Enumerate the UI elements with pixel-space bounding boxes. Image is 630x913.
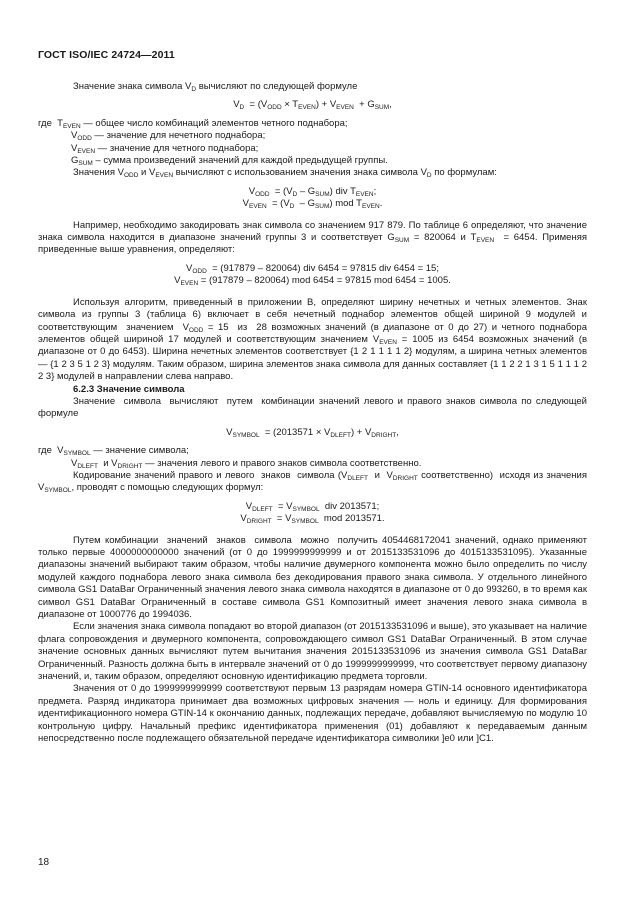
section-heading: 6.2.3 Значение символа	[73, 383, 185, 395]
paragraph: Если значения знака символа попадают во второй диапазон (от 2015133531096 и выше), это указывает на наличие флага сопровождения и двумерного компонента, сопровождающего символ GS1 DataBar Ограниченный. В этом случае значение основных данных вычисляют путем вычитания значения 2015133531096 из значения символа GS1 DataBar Ограниченный. Разность должна быть в интервале значений от 0 до 1999999999999, что соответствует первому диапазону значений, и, таким образом, определяют основную идентификацию предмета торговли.	[38, 621, 587, 683]
paragraph: Кодирование значений правого и левого знаков символа ($V_{DLEFT}$ и $V_{DRIGHT}$ соответственно) исходя из значения $V_{SYMBOL}$, проводят с помощью следующих формул:	[38, 469, 588, 495]
formula: $V_{DLEFT} = V_{SYMBOL}$ div 2013571;	[245, 500, 380, 513]
paragraph: Путем комбинации значений знаков символа можно получить 4054468172041 значений, однако применяют только первые 4000000000000 значений (от 0 до 1999999999999 и от 2015133531096 до 4015133531095). Указанные диапазоны значений выбирают таким образом, чтобы наличие двумерного компонента можно было определить по числу модулей каждого поднабора левого знака символа без декодирования правого знака символа. У отдельного линейного символа GS1 DataBar Ограниченный значения левого знака символа находятся в диапазоне от 0 до 993260, в то время как символ GS1 DataBar Ограниченный в составе символа GS1 Композитный имеет значения левого знака символа в диапазоне от 1000776 до 1994036.	[38, 534, 587, 621]
paragraph: Значение знака символа $V_D$ вычисляют по следующей формуле	[73, 81, 358, 93]
page-number: 18	[38, 857, 50, 868]
formula: $V_{ODD} = (V_D - G_{SUM})$ div $T_{EVEN}$;	[248, 185, 377, 198]
formula: $V_{DRIGHT} = V_{SYMBOL}$ mod 2013571.	[240, 513, 385, 526]
formula: $V_{EVEN} = (V_D - G_{SUM})$ mod $T_{EVEN}$.	[242, 198, 383, 211]
formula: $V_{ODD} = (917879 - 820064)$ div 6454 = 97815 div 6454 = 15;	[186, 262, 439, 275]
paragraph: Используя алгоритм, приведенный в приложении B, определяют ширину нечетных и четных элементов. Знак символа из группы 3 (таблица 6) включает в себя нечетный поднабор элементов общей шириной 9 модулей и соответствующим значением $V_{ODD} = 15$ из 28 возможных значений (в диапазоне от 0 до 27) и четного поднабора элементов общей шириной 17 модулей и соответствующим значением $V_{EVEN} = 1005$ из 6454 возможных значений (в диапазоне от 0 до 6453). Ширина нечетных элементов соответствует {1 2 1 1 1 1 2} модулям, а ширина четных элементов — {1 2 3 5 1 2 3} модулям. Таким образом, ширина элементов знака символа для данных составляет {1 1 2 2 1 3 1 5 1 1 1 2 2 3} модулей в направлении слева направо.	[38, 296, 588, 383]
definition: где $T_{EVEN}$ — общее число комбинаций элементов четного поднабора;	[38, 117, 348, 130]
definition: $V_{EVEN}$ — значение для четного поднабора;	[71, 142, 259, 155]
definition: $V_{DLEFT}$ и $V_{DRIGHT}$ — значения левого и правого знаков символа соответственно.	[71, 457, 422, 470]
paragraph: Значения от 0 до 1999999999999 соответствуют первым 13 разрядам номера GTIN-14 основного идентификатора предмета. Разряд индикатора принимает два возможных цифровых значения — ноль и единицу. Для формирования идентификационного номера GTIN-14 к окончанию данных, подлежащих передаче, добавляют вычисляемую по модулю 10 контрольную цифру. Начальный префикс идентификатора применения (01) добавляют к передаваемым данным непосредственно после подлежащего обязательной передаче идентификатора символики ]e0 или ]C1.	[38, 683, 587, 745]
page-header: ГОСТ ISO/IEC 24724—2011	[38, 49, 175, 61]
formula: $V_D = (V_{ODD} \times T_{EVEN}) + V_{EVEN} + G_{SUM}$,	[233, 99, 392, 112]
paragraph: Например, необходимо закодировать знак символа со значением 917 879. По таблице 6 определяют, что значение знака символа находится в диапазоне значений группы 3 и соответствует $G_{SUM} = 820064$ и $T_{EVEN} = 6454$. Применяя приведенные выше уравнения, определяют:	[38, 219, 587, 256]
page-body	[38, 81, 587, 746]
formula: $V_{EVEN} = (917879 - 820064)$ mod 6454 = 97815 mod 6454 = 1005.	[174, 275, 451, 288]
formula: $V_{SYMBOL} = (2013571 \times V_{DLEFT}) + V_{DRIGHT}$,	[226, 426, 399, 439]
definition: где $V_{SYMBOL}$ — значение символа;	[38, 445, 189, 458]
paragraph: Значения $V_{ODD}$ и $V_{EVEN}$ вычисляют с использованием значения знака символа $V_D$ по формулам:	[73, 167, 497, 180]
definition: $V_{ODD}$ — значение для нечетного поднабора;	[71, 130, 266, 143]
paragraph: Значение символа вычисляют путем комбинации значений левого и правого знаков символа по следующей формуле	[38, 395, 587, 420]
definition: $G_{SUM}$ – сумма произведений значений для каждой предыдущей группы.	[71, 155, 388, 168]
